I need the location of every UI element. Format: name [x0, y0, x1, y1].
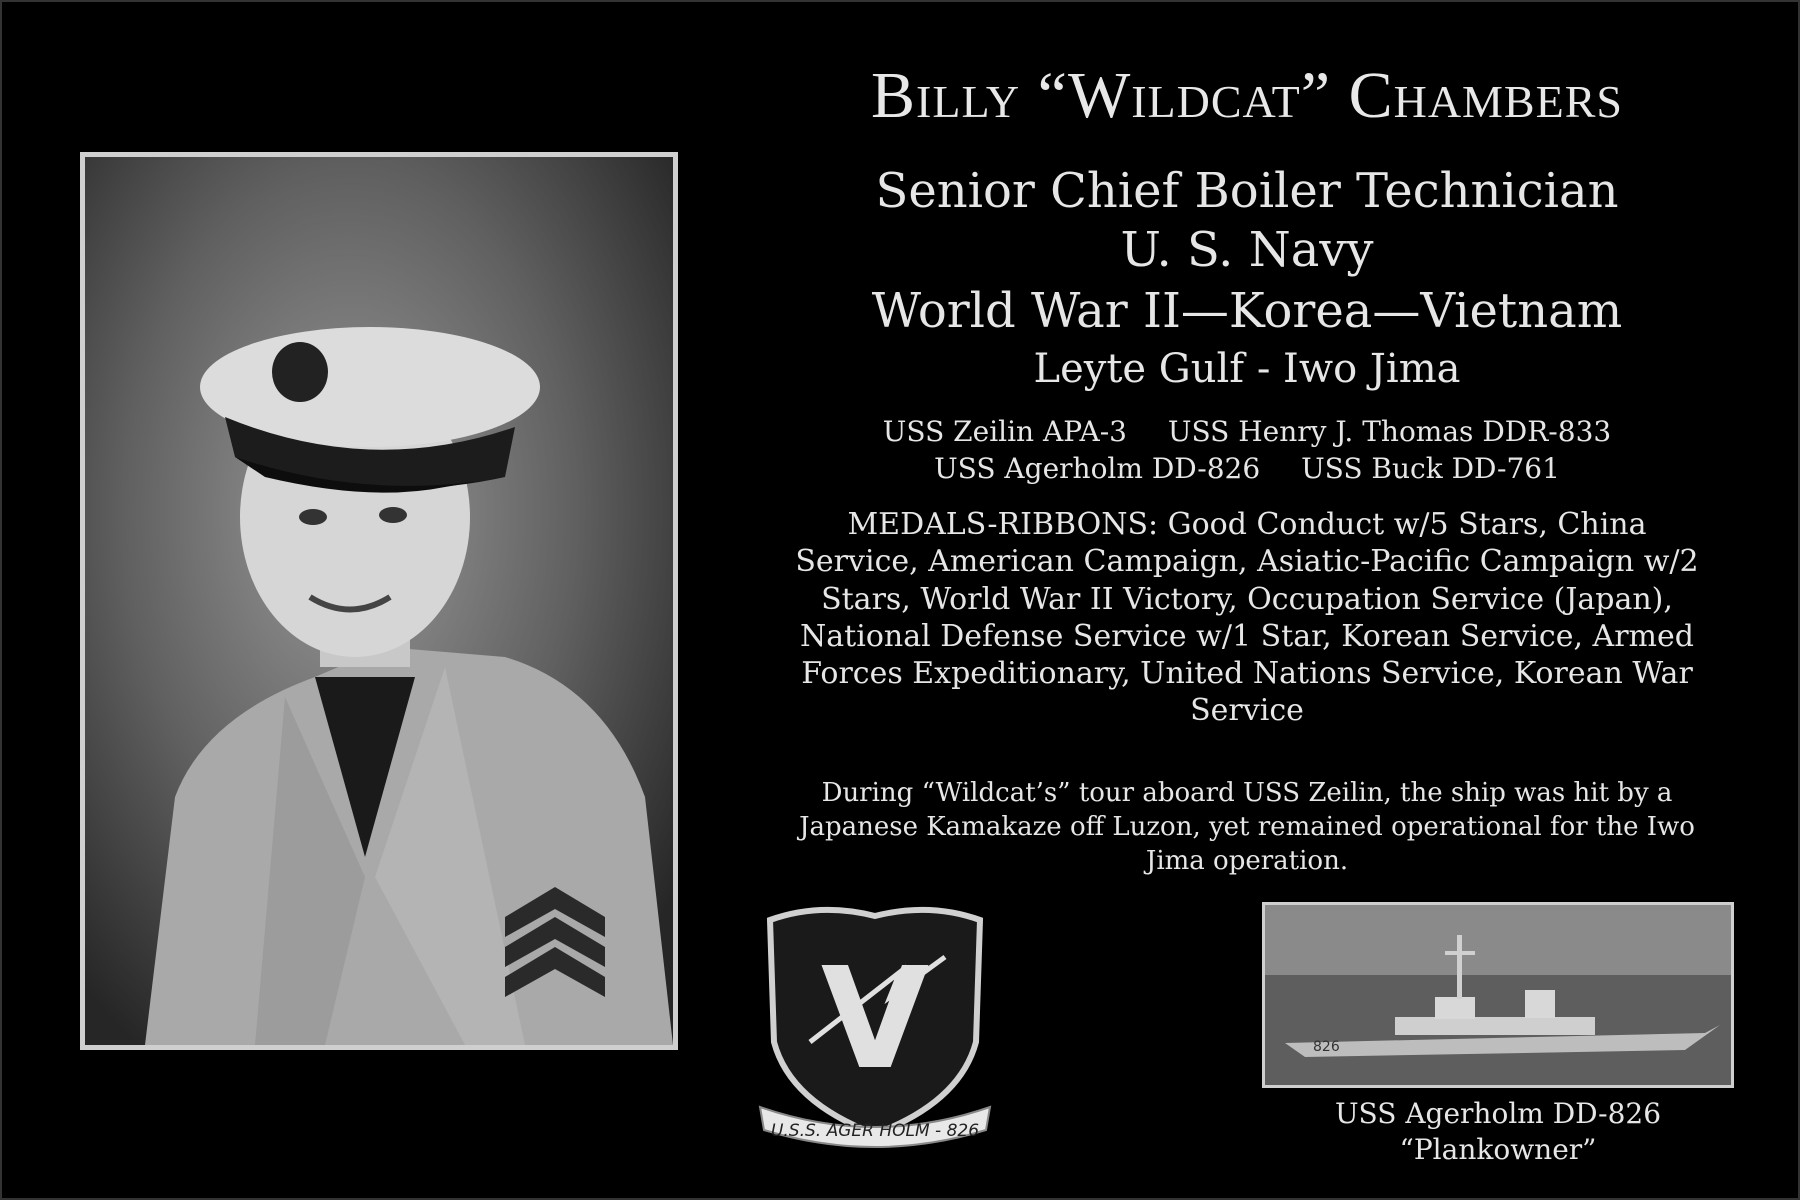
- ship-name: USS Buck DD-761: [1301, 452, 1560, 486]
- ship-caption: [1262, 1096, 1734, 1169]
- rank: Senior Chief Boiler Technician: [875, 162, 1619, 219]
- ship-caption-name: USS Agerholm DD-826: [1334, 1097, 1662, 1130]
- shield-icon: [750, 902, 1000, 1152]
- destroyer-ship-illustration: [1265, 905, 1731, 1085]
- medals-ribbons: MEDALS-RIBBONS: Good Conduct w/5 Stars, China Service, American Campaign, Asiatic-Pacific Campaign w/2 Stars, World War II Victory, Occupation Service (Japan), National Defense Service w/1 Star, Korean Service, Armed Forces Expeditionary, United Nations Service, Korean War Service: [795, 507, 1699, 729]
- ship-name: USS Agerholm DD-826: [934, 452, 1261, 486]
- sailor-portrait-illustration: [85, 157, 673, 1045]
- hull-number: 826: [1313, 1039, 1340, 1055]
- honoree-name: Billy “Wildcat” Chambers: [871, 59, 1623, 132]
- emblem-letter: V: [820, 938, 930, 1101]
- ship-emblem: [750, 902, 1000, 1152]
- portrait-photo: [80, 152, 678, 1050]
- service-branch: U. S. Navy: [1120, 222, 1374, 279]
- ships-line-2: [722, 450, 1772, 488]
- ships-served: [722, 413, 1772, 489]
- ships-line-1: [722, 413, 1772, 451]
- ship-name: USS Zeilin APA-3: [882, 414, 1127, 448]
- battles: Leyte Gulf - Iwo Jima: [1033, 345, 1461, 392]
- inscription: [722, 60, 1772, 879]
- service-story: During “Wildcat’s” tour aboard USS Zeilin, the ship was hit by a Japanese Kamakaze off Luzon, yet remained operational for the Iwo Jima operation.: [799, 778, 1695, 876]
- ship-caption-note: “Plankowner”: [1399, 1133, 1597, 1167]
- wars-served: World War II—Korea—Vietnam: [871, 283, 1623, 340]
- ship-photo: [1262, 902, 1734, 1088]
- ship-name: USS Henry J. Thomas DDR-833: [1167, 414, 1612, 448]
- emblem-banner-text: U.S.S. AGER HOLM - 826: [770, 1121, 980, 1141]
